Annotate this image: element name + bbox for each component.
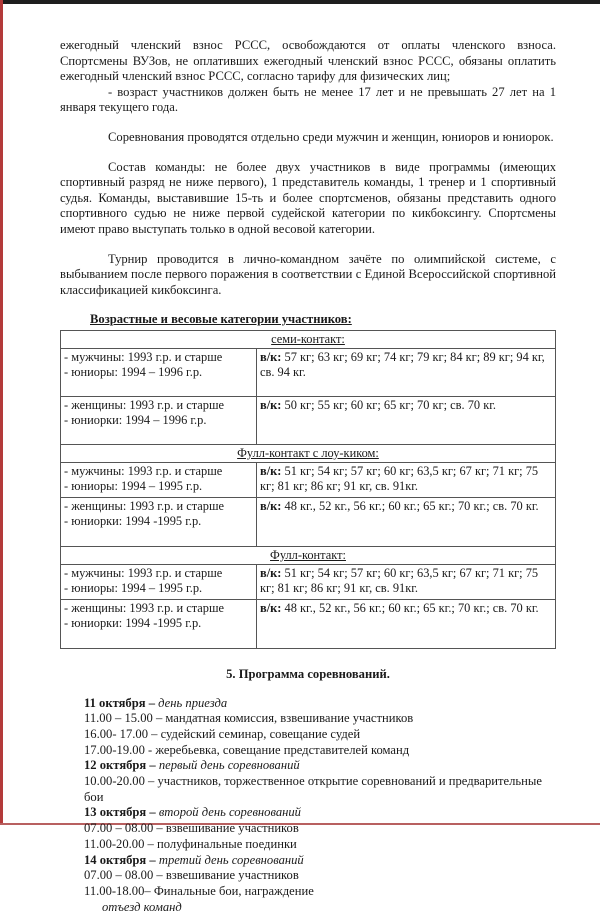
schedule-item: 11.00 – 15.00 – мандатная комиссия, взвешивание участников (84, 711, 556, 727)
weight-list: 48 кг., 52 кг., 56 кг.; 60 кг.; 65 кг.; 70 кг.; св. 70 кг. (285, 601, 539, 615)
weight-list: 48 кг., 52 кг., 56 кг.; 60 кг.; 65 кг.; 70 кг.; св. 70 кг. (285, 499, 539, 513)
age-line: - женщины: 1993 г.р. и старше (64, 601, 253, 616)
schedule-item: 16.00- 17.00 – судейский семинар, совещание судей (84, 727, 556, 743)
schedule-day-header (84, 758, 556, 774)
weight-category-label: в/к: (260, 499, 281, 513)
day-description: второй день соревнований (159, 805, 301, 819)
day-date: 11 октября (84, 696, 146, 710)
table-row (61, 396, 556, 444)
day-dash: – (146, 758, 159, 772)
age-cell (61, 348, 257, 396)
weight-cell (257, 462, 556, 497)
weight-list: 51 кг; 54 кг; 57 кг; 60 кг; 63,5 кг; 67 кг; 71 кг; 75 кг; 81 кг; 86 кг; 91 кг, св. 91кг. (260, 464, 538, 493)
weight-category-label: в/к: (260, 350, 281, 364)
age-line: - юниорки: 1994 -1995 г.р. (64, 514, 253, 529)
weight-category-label: в/к: (260, 398, 281, 412)
schedule-item: 10.00-20.00 – участников, торжественное открытие соревнований и предварительные бои (84, 774, 556, 805)
age-line: - мужчины: 1993 г.р. и старше (64, 464, 253, 479)
schedule-item: 17.00-19.00 - жеребьевка, совещание представителей команд (84, 743, 556, 759)
age-line: - женщины: 1993 г.р. и старше (64, 499, 253, 514)
day-dash: – (146, 853, 159, 867)
table-row (61, 599, 556, 648)
categories-table (60, 330, 556, 649)
weight-cell (257, 348, 556, 396)
weight-cell (257, 497, 556, 546)
age-line: - юниорки: 1994 – 1996 г.р. (64, 413, 253, 428)
age-cell (61, 497, 257, 546)
team-departure-note: отъезд команд (102, 900, 556, 915)
day-date: 13 октября (84, 805, 146, 819)
age-line: - юниоры: 1994 – 1995 г.р. (64, 581, 253, 596)
age-requirement-paragraph: - возраст участников должен быть не менее 17 лет и не превышать 27 лет на 1 января текущего года. (60, 85, 556, 116)
age-cell (61, 462, 257, 497)
day-dash: – (146, 696, 159, 710)
age-line: - юниорки: 1994 -1995 г.р. (64, 616, 253, 631)
day-description: первый день соревнований (159, 758, 300, 772)
section-full-contact: Фулл-контакт: (61, 546, 556, 564)
table-row (61, 564, 556, 599)
weight-list: 57 кг; 63 кг; 69 кг; 74 кг; 79 кг; 84 кг; 89 кг; 94 кг, св. 94 кг. (260, 350, 545, 379)
age-line: - мужчины: 1993 г.р. и старше (64, 566, 253, 581)
weight-category-label: в/к: (260, 601, 281, 615)
age-line: - юниоры: 1994 – 1995 г.р. (64, 479, 253, 494)
program-schedule (84, 696, 556, 915)
table-row (61, 462, 556, 497)
weight-cell (257, 599, 556, 648)
day-date: 12 октября (84, 758, 146, 772)
age-line: - юниоры: 1994 – 1996 г.р. (64, 365, 253, 380)
schedule-day-header (84, 805, 556, 821)
categories-table-title: Возрастные и весовые категории участников: (90, 312, 556, 328)
age-line: - женщины: 1993 г.р. и старше (64, 398, 253, 413)
section-semi-contact: семи-контакт: (61, 330, 556, 348)
fee-paragraph: ежегодный членский взнос РССС, освобождаются от оплаты членского взноса. Спортсмены ВУЗов, не оплативших ежегодный членский взнос РССС, обязаны оплатить ежегодный членский взнос РССС, согласно тарифу для физических лиц; (60, 38, 556, 85)
scan-top-edge (0, 0, 600, 4)
document-page (60, 38, 556, 915)
day-date: 14 октября (84, 853, 146, 867)
section-header-row (61, 546, 556, 564)
scan-left-edge (0, 0, 3, 825)
table-row (61, 497, 556, 546)
schedule-item: 11.00-20.00 – полуфинальные поединки (84, 837, 556, 853)
schedule-item: 11.00-18.00– Финальные бои, награждение (84, 884, 556, 900)
tournament-system-paragraph: Турнир проводится в лично-командном зачёте по олимпийской системе, с выбыванием после первого поражения в соответствии с Единой Всероссийской спортивной классификацией кикбоксинга. (60, 252, 556, 299)
weight-cell (257, 564, 556, 599)
age-cell (61, 396, 257, 444)
schedule-day-header (84, 853, 556, 869)
age-cell (61, 599, 257, 648)
schedule-day-header (84, 696, 556, 712)
age-line: - мужчины: 1993 г.р. и старше (64, 350, 253, 365)
schedule-item: 07.00 – 08.00 – взвешивание участников (84, 868, 556, 884)
weight-list: 51 кг; 54 кг; 57 кг; 60 кг; 63,5 кг; 67 кг; 71 кг; 75 кг; 81 кг; 86 кг; 91 кг, св. 91кг. (260, 566, 538, 595)
day-description: третий день соревнований (159, 853, 304, 867)
weight-cell (257, 396, 556, 444)
team-composition-paragraph: Состав команды: не более двух участников в виде программы (имеющих спортивный разряд не ниже первого), 1 представитель команды, 1 тренер и 1 спортивный судья. Команды, выставившие 15-ть и более спортсменов, обязаны представить одного спортивного судью не ниже первой судейской категории по кикбоксингу. Спортсмены имеют право выступать только в одной весовой категории. (60, 160, 556, 238)
section-header-row (61, 444, 556, 462)
weight-category-label: в/к: (260, 464, 281, 478)
day-description: день приезда (158, 696, 227, 710)
table-row (61, 348, 556, 396)
schedule-item: 07.00 – 08.00 – взвешивание участников (84, 821, 556, 837)
day-dash: – (146, 805, 159, 819)
gender-separation-paragraph: Соревнования проводятся отдельно среди мужчин и женщин, юниоров и юниорок. (60, 130, 556, 146)
weight-category-label: в/к: (260, 566, 281, 580)
program-section-title: 5. Программа соревнований. (60, 667, 556, 683)
section-header-row (61, 330, 556, 348)
age-cell (61, 564, 257, 599)
section-full-contact-low-kick: Фулл-контакт с лоу-киком: (61, 444, 556, 462)
weight-list: 50 кг; 55 кг; 60 кг; 65 кг; 70 кг; св. 70 кг. (285, 398, 497, 412)
